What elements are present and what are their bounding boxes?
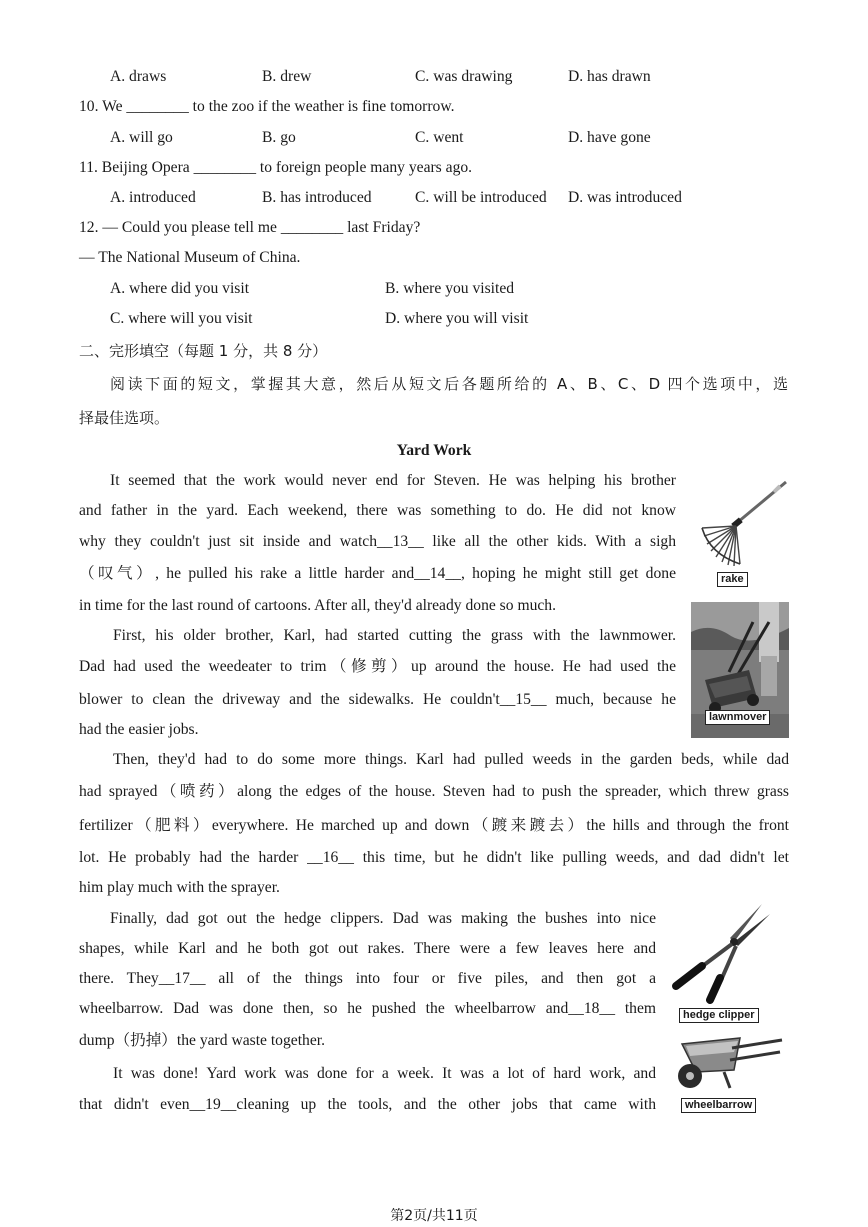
- rake-caption: rake: [717, 572, 748, 587]
- q11-option-b: B. has introduced: [262, 189, 372, 206]
- hedge-clipper-icon: [670, 898, 774, 1004]
- passage-line: that didn't even__19__cleaning up the tools, and the other jobs that came with: [79, 1096, 656, 1113]
- passage-line: him play much with the sprayer.: [79, 879, 280, 896]
- q10-option-d: D. have gone: [568, 129, 651, 146]
- rake-icon: [700, 476, 792, 570]
- q9-option-c: C. was drawing: [415, 68, 513, 85]
- passage-line: blower to clean the driveway and the sidewalks. He couldn't__15__ much, because he: [79, 691, 676, 708]
- q10-option-b: B. go: [262, 129, 296, 146]
- passage-line: Dad had used the weedeater to trim（修剪）up around the house. He had used the: [79, 658, 676, 675]
- q10-option-a: A. will go: [110, 129, 173, 146]
- passage-line: there. They__17__ all of the things into four or five piles, and then got a: [79, 970, 656, 987]
- q11-option-c: C. will be introduced: [415, 189, 547, 206]
- passage-line: in time for the last round of cartoons. After all, they'd already done so much.: [79, 597, 556, 614]
- page-number: 第2页/共11页: [390, 1208, 478, 1224]
- passage-title: Yard Work: [396, 442, 472, 459]
- passage-line: and father in the yard. Each weekend, there was something to do. He did not know: [79, 502, 676, 519]
- q9-option-a: A. draws: [110, 68, 167, 85]
- q11-option-a: A. introduced: [110, 189, 196, 206]
- q11-option-d: D. was introduced: [568, 189, 682, 206]
- q12-stem: 12. — Could you please tell me ________ last Friday?: [79, 219, 421, 236]
- q9-option-d: D. has drawn: [568, 68, 651, 85]
- wheelbarrow-caption: wheelbarrow: [681, 1098, 756, 1113]
- passage-line: why they couldn't just sit inside and watch__13__ like all the other kids. With a sigh: [79, 533, 676, 550]
- q10-stem: 10. We ________ to the zoo if the weather is fine tomorrow.: [79, 98, 455, 115]
- lawnmower-caption: lawnmover: [705, 710, 770, 725]
- q12-reply: — The National Museum of China.: [79, 249, 301, 266]
- passage-line: It seemed that the work would never end for Steven. He was helping his brother: [110, 472, 676, 489]
- q12-option-c: C. where will you visit: [110, 310, 253, 327]
- section-instruction-1: 阅读下面的短文，掌握其大意，然后从短文后各题所给的 A、B、C、D 四个选项中，选: [110, 375, 788, 393]
- passage-line: It was done! Yard work was done for a week. It was a lot of hard work, and: [113, 1065, 656, 1082]
- wheelbarrow-icon: [670, 1030, 786, 1094]
- passage-line: fertilizer（肥料）everywhere. He marched up and down（踱来踱去）the hills and through the front: [79, 817, 789, 834]
- q12-option-d: D. where you will visit: [385, 310, 529, 327]
- q10-option-c: C. went: [415, 129, 464, 146]
- passage-line: dump（扔掉）the yard waste together.: [79, 1032, 325, 1049]
- q12-option-a: A. where did you visit: [110, 280, 250, 297]
- passage-line: lot. He probably had the harder __16__ this time, but he didn't like pulling weeds, and dad didn't let: [79, 849, 789, 866]
- passage-line: Finally, dad got out the hedge clippers. Dad was making the bushes into nice: [110, 910, 656, 927]
- passage-line: shapes, while Karl and he both got out rakes. There were a few leaves here and: [79, 940, 656, 957]
- passage-line: wheelbarrow. Dad was done then, so he pushed the wheelbarrow and__18__ them: [79, 1000, 656, 1017]
- passage-line: had the easier jobs.: [79, 721, 199, 738]
- hedge-clipper-caption: hedge clipper: [679, 1008, 759, 1023]
- q11-stem: 11. Beijing Opera ________ to foreign people many years ago.: [79, 159, 473, 176]
- passage-line: First, his older brother, Karl, had started cutting the grass with the lawnmower.: [113, 627, 676, 644]
- passage-line: Then, they'd had to do some more things. Karl had pulled weeds in the garden beds, while dad: [113, 751, 789, 768]
- section-instruction-2: 择最佳选项。: [79, 409, 170, 427]
- passage-line: had sprayed（喷药）along the edges of the house. Steven had to push the spreader, which threw grass: [79, 783, 789, 800]
- passage-line: （叹气）, he pulled his rake a little harder and__14__, hoping he might still get done: [79, 565, 676, 582]
- q12-option-b: B. where you visited: [385, 280, 515, 297]
- q9-option-b: B. drew: [262, 68, 312, 85]
- section-heading: 二、完形填空（每题 1 分，共 8 分）: [79, 342, 328, 360]
